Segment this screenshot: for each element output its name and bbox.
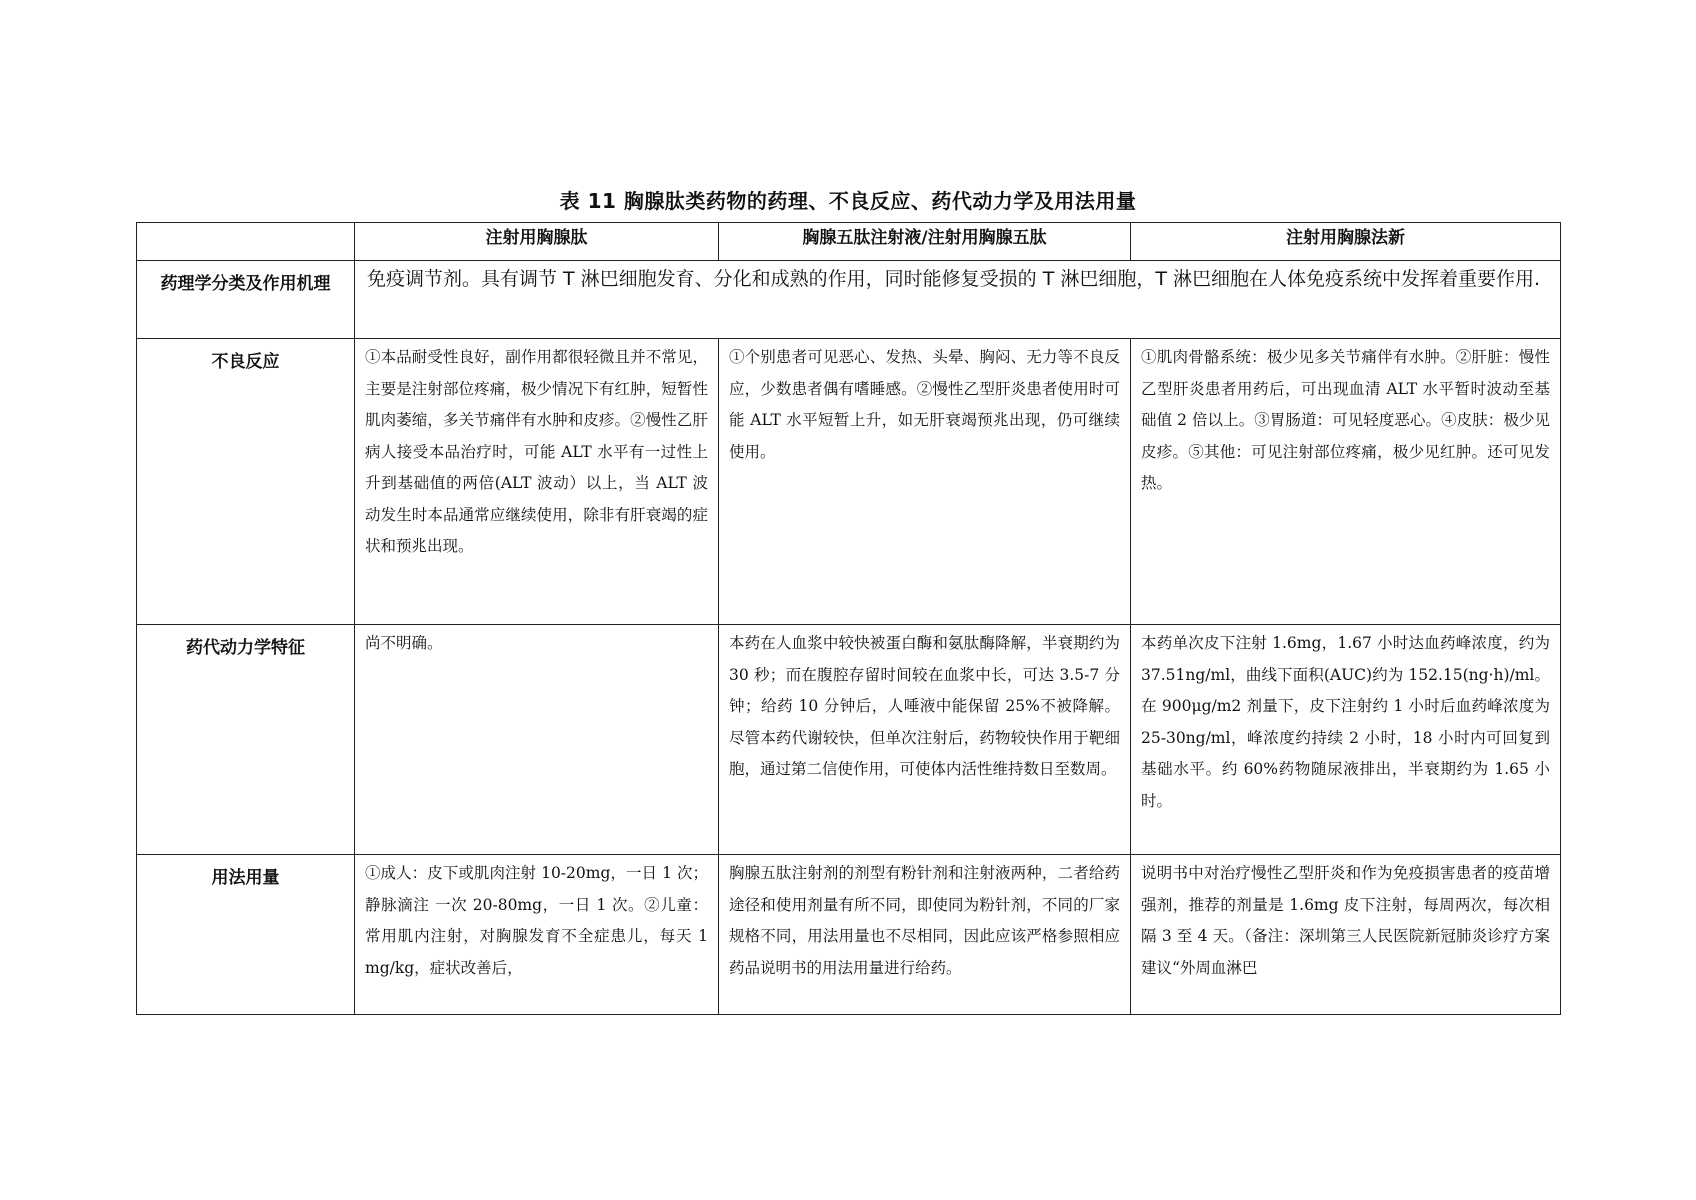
mechanism-text: 免疫调节剂。具有调节 T 淋巴细胞发育、分化和成熟的作用，同时能修复受损的 T 淋巴细胞，T 淋巴细胞在人体免疫系统中发挥着重要作用. [355,261,1561,339]
header-thymopeptide: 注射用胸腺肽 [355,223,719,261]
row-label-dosage: 用法用量 [137,855,355,1015]
dosage-thymalfasin: 说明书中对治疗慢性乙型肝炎和作为免疫损害患者的疫苗增强剂，推荐的剂量是 1.6mg 皮下注射，每周两次，每次相隔 3 至 4 天。（备注：深圳第三人民医院新冠肺炎诊疗方案建议“外周血淋巴 [1141,864,1550,977]
table-row-pharmacokinetics [137,625,1561,855]
table-header-row [137,223,1561,261]
table-row-dosage [137,855,1561,1015]
header-blank-cell [137,223,355,261]
pk-thymopeptide: 尚不明确。 [355,625,719,855]
adverse-thymalfasin: ①肌肉骨骼系统：极少见多关节痛伴有水肿。②肝脏：慢性乙型肝炎患者用药后，可出现血清 ALT 水平暂时波动至基础值 2 倍以上。③胃肠道：可见轻度恶心。④皮肤：极少见皮疹。⑤其他：可见注射部位疼痛，极少见红肿。还可见发热。 [1131,339,1561,625]
dosage-thymopentin: 胸腺五肽注射剂的剂型有粉针剂和注射液两种，二者给药途径和使用剂量有所不同，即使同为粉针剂，不同的厂家规格不同，用法用量也不尽相同，因此应该严格参照相应药品说明书的用法用量进行给药。 [729,864,1120,977]
dosage-thymalfasin-cell [1131,855,1561,1015]
page-title: 表 11 胸腺肽类药物的药理、不良反应、药代动力学及用法用量 [559,189,1137,213]
dosage-thymopeptide: ①成人：皮下或肌肉注射 10-20mg，一日 1 次；静脉滴注 一次 20-80mg，一日 1 次。②儿童：常用肌内注射，对胸腺发育不全症患儿，每天 1 mg/kg，症状改善后， [365,864,708,977]
row-label-pharmacokinetics: 药代动力学特征 [137,625,355,855]
drug-comparison-table [136,222,1561,1015]
table-row-adverse [137,339,1561,625]
pk-thymopentin: 本药在人血浆中较快被蛋白酶和氨肽酶降解，半衰期约为 30 秒；而在腹腔存留时间较在血浆中长，可达 3.5-7 分钟；给药 10 分钟后，人唾液中能保留 25%不被降解。尽管本药代谢较快，但单次注射后，药物较快作用于靶细胞，通过第二信使作用，可使体内活性维持数日至数周。 [719,625,1131,855]
dosage-thymopentin-cell [719,855,1131,1015]
row-label-mechanism: 药理学分类及作用机理 [137,261,355,339]
row-label-adverse: 不良反应 [137,339,355,625]
adverse-thymopentin: ①个别患者可见恶心、发热、头晕、胸闷、无力等不良反应，少数患者偶有嗜睡感。②慢性乙型肝炎患者使用时可能 ALT 水平短暂上升，如无肝衰竭预兆出现，仍可继续使用。 [719,339,1131,625]
header-thymopentin: 胸腺五肽注射液/注射用胸腺五肽 [719,223,1131,261]
pk-thymalfasin: 本药单次皮下注射 1.6mg，1.67 小时达血药峰浓度，约为 37.51ng/ml，曲线下面积(AUC)约为 152.15(ng·h)/ml。在 900μg/m2 剂量下，皮下注射约 1 小时后血药峰浓度为 25-30ng/ml，峰浓度约持续 2 小时，18 小时内可回复到基础水平。约 60%药物随尿液排出，半衰期约为 1.65 小时。 [1131,625,1561,855]
adverse-thymopeptide: ①本品耐受性良好，副作用都很轻微且并不常见，主要是注射部位疼痛，极少情况下有红肿，短暂性肌肉萎缩，多关节痛伴有水肿和皮疹。②慢性乙肝病人接受本品治疗时，可能 ALT 水平有一过性上升到基础值的两倍(ALT 波动）以上，当 ALT 波动发生时本品通常应继续使用，除非有肝衰竭的症状和预兆出现。 [355,339,719,625]
header-thymalfasin: 注射用胸腺法新 [1131,223,1561,261]
dosage-thymopeptide-cell [355,855,719,1015]
table-row-mechanism [137,261,1561,339]
